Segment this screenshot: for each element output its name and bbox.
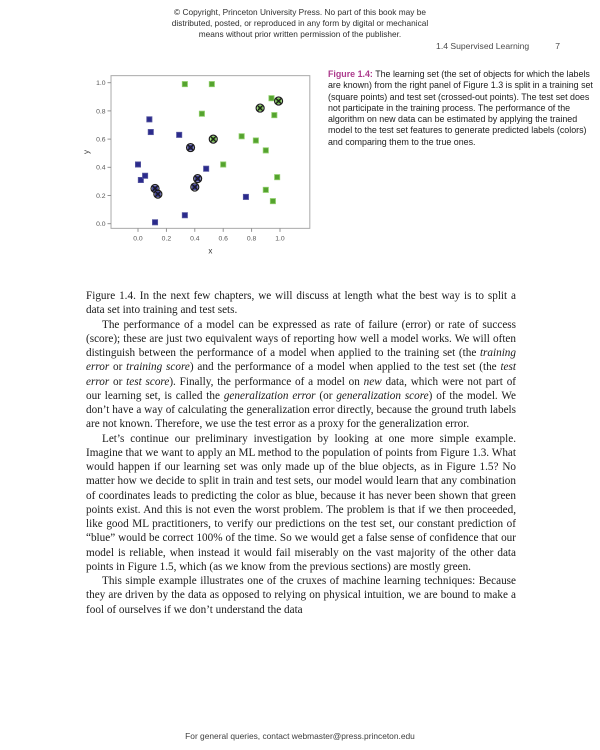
scatter-point-green-training-squares (272, 113, 277, 118)
paragraph (86, 432, 516, 575)
italic-term: generalization score (336, 389, 429, 402)
scatter-point-blue-training-squares (243, 194, 248, 199)
scatter-point-blue-training-squares (177, 132, 182, 137)
y-axis-label: y (82, 150, 91, 155)
text-run: ) and the performance of a model when applied to the test set (the (189, 361, 501, 374)
scatter-point-green-training-squares (239, 134, 244, 139)
text-run: data, which were not part of our learning set, is called the (86, 375, 517, 402)
text-run: or (109, 375, 127, 388)
text-run: Figure 1.4. In the next few chapters, we will discuss at length what the best way is to split a data set into training and test sets. (86, 290, 516, 317)
figure-scatter-plot (82, 58, 324, 260)
paragraph (86, 289, 516, 318)
x-axis-label: x (208, 246, 213, 256)
text-run: The performance of a model can be expressed as rate of failure (error) or rate of success (score); these are just two equivalent ways of reporting how well a model works. We will often distinguish between the performance of a model when applied to the training set (the (86, 318, 516, 359)
y-tick-label: 0.8 (96, 108, 106, 116)
x-tick-label: 0.0 (133, 235, 143, 243)
figure-caption-text: The learning set (the set of objects for which the labels are known) from the right panel of Figure 1.3 is split in a training set (square points) and test set (crossed-out points). The test set does not participate in the training process. The performance of the algorithm on new data can be estimated by applying the trained model to the test set features to generate predicted labels (colors) and comparing them to the true ones. (328, 69, 593, 147)
scatter-point-blue-training-squares (135, 162, 140, 167)
body-text (86, 289, 516, 617)
scatter-point-blue-training-squares (147, 117, 152, 122)
x-tick-label: 0.4 (190, 235, 200, 243)
footer-queries-note: For general queries, contact webmaster@press.princeton.edu (185, 731, 415, 741)
text-run: Let’s continue our preliminary investigation by looking at one more simple example. Imagine that we want to apply an ML method to the population of points from Figure 1.3. What would happen if our learning set was only made up of the blue objects, as in Figure 1.5? No matter how we decide to split in train and test sets, our model would learn that any combination of coordinates leads to predicting the color as blue, because it has never been shown that green points exist. And this is not even the worst problem. The problem is that if we then proceeded, like good ML practitioners, to verify our predictions on the test set, our constant prediction of “blue” would be correct 100% of the time. So we would get a false sense of confidence that our model is reliable, when instead it would fail miserably on the vast majority of the other data points in Figure 1.5, which (as we know from the previous sections) are mostly green. (86, 432, 516, 573)
text-run: or (109, 361, 127, 374)
italic-term: test score (126, 375, 170, 388)
scatter-point-green-training-squares (253, 138, 258, 143)
italic-term: test error (86, 361, 516, 388)
scatter-point-green-training-squares (263, 187, 268, 192)
x-tick-label: 0.2 (161, 235, 172, 243)
copyright-line: © Copyright, Princeton University Press. No part of this book may be (174, 7, 426, 17)
scatter-point-green-training-squares (270, 199, 275, 204)
scatter-point-green-training-squares (182, 82, 187, 87)
x-tick-label: 0.6 (218, 235, 228, 243)
copyright-notice (0, 7, 600, 40)
italic-term: new (363, 375, 382, 388)
italic-term: generalization error (223, 389, 316, 402)
y-tick-label: 0.2 (96, 192, 106, 200)
scatter-point-green-training-squares (209, 82, 214, 87)
text-run: This simple example illustrates one of the cruxes of machine learning techniques: Because they are driven by the data as opposed to relying on physical intuition, we are bound to make a fool of ourselves if we don’t understand the data (86, 575, 516, 616)
x-tick-label: 1.0 (275, 235, 285, 243)
italic-term: training error (86, 347, 516, 374)
copyright-line: means without prior written permission of the publisher. (198, 29, 402, 39)
running-header (436, 41, 560, 51)
y-tick-label: 0.0 (96, 221, 106, 229)
scatter-point-blue-training-squares (204, 166, 209, 171)
scatter-point-blue-training-squares (152, 220, 157, 225)
scatter-point-green-training-squares (199, 111, 204, 116)
figure-caption-label: Figure 1.4: (328, 69, 373, 79)
scatter-point-green-training-squares (269, 96, 274, 101)
italic-term: training score (126, 361, 190, 374)
copyright-line: distributed, posted, or reproduced in any form by digital or mechanical (171, 18, 429, 28)
y-tick-label: 0.4 (96, 164, 106, 172)
text-run: ). Finally, the performance of a model on (169, 375, 364, 388)
scatter-point-blue-training-squares (148, 129, 153, 134)
scatter-point-blue-training-squares (182, 213, 187, 218)
text-run: (or (315, 389, 337, 402)
paragraph (86, 318, 516, 432)
paragraph (86, 574, 516, 617)
figure-caption (328, 69, 595, 148)
y-tick-label: 1.0 (96, 80, 106, 88)
page-number: 7 (555, 41, 560, 51)
scatter-point-green-training-squares (221, 162, 226, 167)
section-title: 1.4 Supervised Learning (436, 41, 530, 51)
scatter-point-green-training-squares (275, 175, 280, 180)
x-tick-label: 0.8 (246, 235, 257, 243)
y-tick-label: 0.6 (96, 136, 106, 144)
scatter-point-blue-training-squares (143, 173, 148, 178)
text-run: ) of the model. We don’t have a way of calculating the generalization error directly, because the ground truth labels are not known. Therefore, we use the test error as a proxy for the generalization error. (86, 389, 517, 431)
scatter-point-green-training-squares (263, 148, 268, 153)
